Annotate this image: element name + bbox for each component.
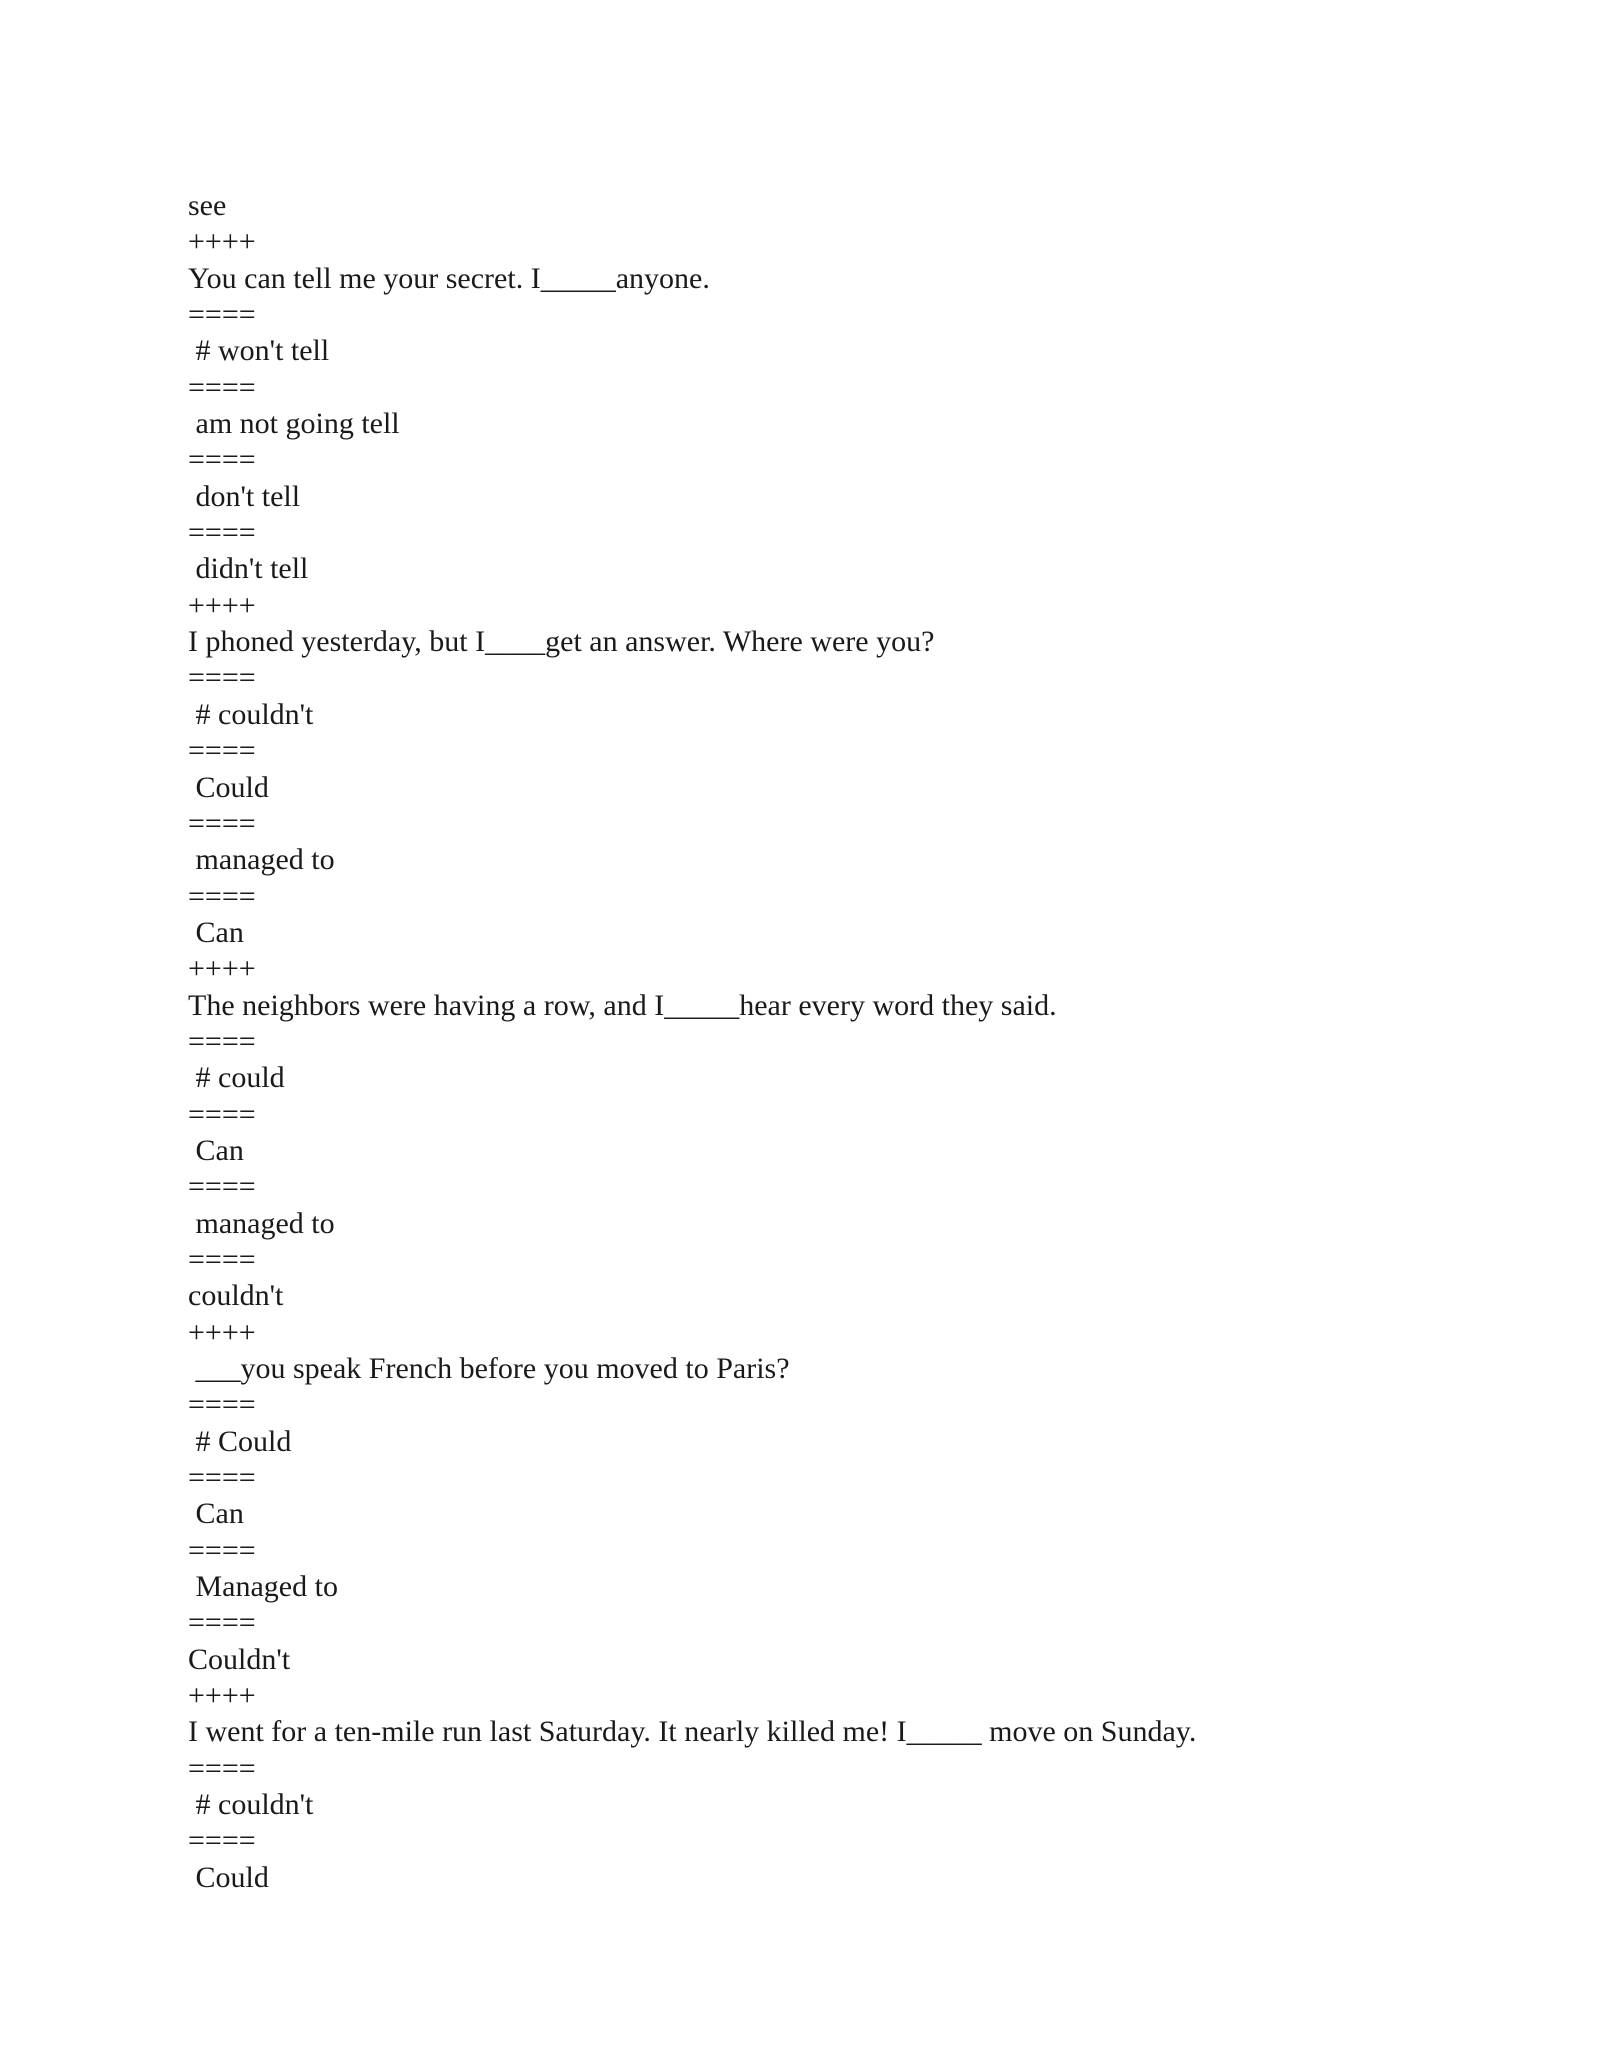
option-separator: ==== [188, 879, 256, 913]
answer-option: am not going tell [188, 407, 400, 441]
answer-option: Can [188, 1497, 244, 1531]
answer-option-correct: # couldn't [188, 1788, 314, 1822]
option-separator: ==== [188, 443, 256, 477]
question-separator: ++++ [188, 588, 256, 622]
question-text: I phoned yesterday, but I____get an answer. Where were you? [188, 625, 935, 659]
answer-option-correct: # Could [188, 1424, 292, 1458]
answer-option: managed to [188, 1206, 335, 1240]
answer-option: couldn't [188, 1279, 284, 1313]
answer-option-correct: # could [188, 1061, 285, 1095]
option-separator: ==== [188, 1461, 256, 1495]
option-separator: ==== [188, 516, 256, 550]
option-separator: ==== [188, 1533, 256, 1567]
answer-option: didn't tell [188, 552, 309, 586]
option-separator: ==== [188, 661, 256, 695]
question-text: You can tell me your secret. I_____anyone. [188, 261, 710, 295]
option-separator: ==== [188, 1824, 256, 1858]
option-separator: ==== [188, 1097, 256, 1131]
option-separator: ==== [188, 734, 256, 768]
option-separator: ==== [188, 370, 256, 404]
answer-option-correct: # won't tell [188, 334, 330, 368]
option-separator: ==== [188, 298, 256, 332]
answer-option: Can [188, 1133, 244, 1167]
question-separator: ++++ [188, 1679, 256, 1713]
question-separator: ++++ [188, 1315, 256, 1349]
answer-option: Could [188, 770, 269, 804]
answer-option: managed to [188, 843, 335, 877]
answer-option: don't tell [188, 479, 301, 513]
option-separator: ==== [188, 806, 256, 840]
answer-option: Can [188, 915, 244, 949]
option-separator: ==== [188, 1388, 256, 1422]
answer-option: Could [188, 1860, 269, 1894]
question-separator: ++++ [188, 225, 256, 259]
answer-option: see [188, 189, 227, 222]
document-body [188, 188, 1448, 1896]
answer-option: Couldn't [188, 1642, 291, 1676]
question-text: ___you speak French before you moved to Paris? [188, 1352, 790, 1385]
answer-option: Managed to [188, 1570, 338, 1604]
option-separator: ==== [188, 1024, 256, 1058]
question-separator: ++++ [188, 952, 256, 986]
question-text: The neighbors were having a row, and I_____hear every word they said. [188, 988, 1057, 1022]
option-separator: ==== [188, 1751, 256, 1785]
option-separator: ==== [188, 1242, 256, 1276]
answer-option-correct: # couldn't [188, 697, 314, 731]
question-text: I went for a ten-mile run last Saturday. It nearly killed me! I_____ move on Sunday. [188, 1715, 1197, 1749]
option-separator: ==== [188, 1170, 256, 1204]
option-separator: ==== [188, 1606, 256, 1640]
